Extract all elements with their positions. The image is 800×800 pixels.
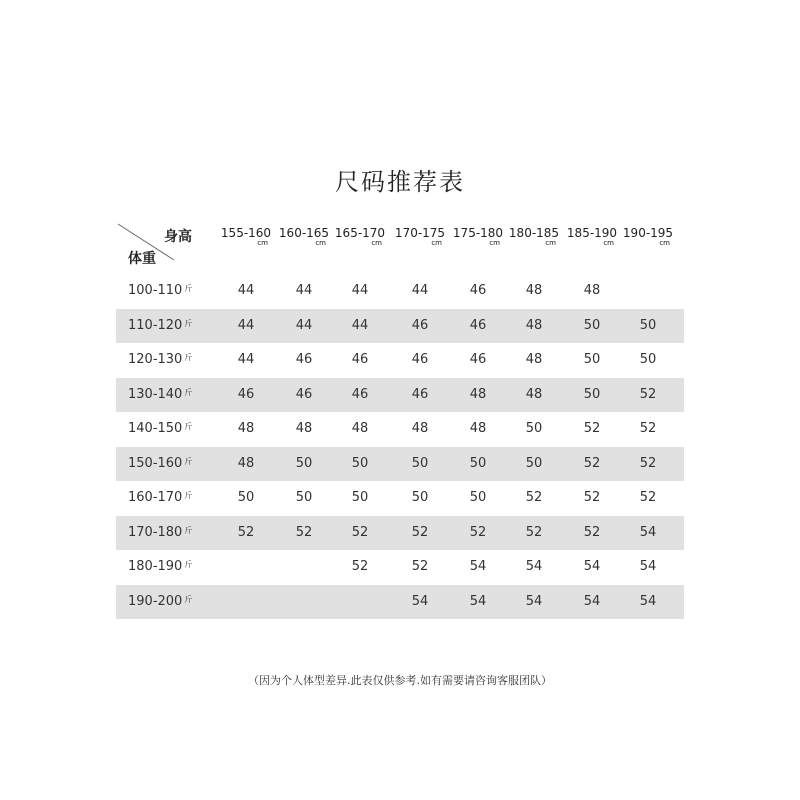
size-cell: 52 — [525, 524, 543, 540]
column-header-range: 170-175 — [394, 226, 446, 240]
table-row — [116, 343, 684, 377]
size-cell: 50 — [351, 490, 369, 505]
size-cell: 46 — [295, 386, 313, 402]
column-header — [504, 226, 564, 247]
row-weight-range: 130-140 — [128, 386, 183, 402]
column-header-unit: cm — [603, 239, 614, 247]
table-row — [116, 516, 684, 550]
size-cell: 50 — [411, 490, 429, 505]
table-row — [116, 447, 684, 481]
size-cell: 52 — [583, 490, 601, 505]
row-weight-label — [128, 387, 192, 402]
size-cell: 48 — [295, 421, 313, 436]
size-cell: 44 — [295, 283, 313, 298]
row-weight-label — [128, 318, 192, 333]
column-header — [390, 226, 450, 247]
size-cell: 48 — [583, 283, 601, 298]
column-header-unit: cm — [371, 239, 382, 247]
size-cell: 52 — [639, 421, 657, 436]
row-weight-label — [128, 594, 192, 609]
size-cell: 44 — [351, 317, 369, 333]
size-cell: 48 — [237, 455, 255, 471]
size-cell: 46 — [351, 352, 369, 367]
size-cell: 46 — [469, 317, 487, 333]
row-weight-unit: 斤 — [184, 353, 193, 362]
row-weight-label — [128, 490, 192, 505]
row-weight-label — [128, 421, 192, 436]
page-title: 尺码推荐表 — [335, 168, 465, 196]
row-weight-range: 190-200 — [128, 593, 183, 609]
column-header-range: 155-160 — [220, 226, 272, 240]
size-cell: 46 — [469, 283, 487, 298]
size-cell: 52 — [351, 524, 369, 540]
size-cell: 50 — [411, 455, 429, 471]
size-cell: 48 — [525, 317, 543, 333]
size-cell: 46 — [351, 386, 369, 402]
size-cell: 52 — [639, 455, 657, 471]
row-weight-unit: 斤 — [184, 560, 193, 569]
size-cell: 50 — [295, 455, 313, 471]
row-weight-range: 100-110 — [128, 283, 183, 298]
size-cell: 48 — [351, 421, 369, 436]
size-cell: 44 — [237, 352, 255, 367]
size-cell: 52 — [469, 524, 487, 540]
size-cell: 54 — [639, 559, 657, 574]
column-header — [448, 226, 508, 247]
size-cell: 46 — [469, 352, 487, 367]
column-header-unit: cm — [315, 239, 326, 247]
row-weight-unit: 斤 — [184, 594, 193, 604]
size-cell: 48 — [411, 421, 429, 436]
size-cell: 52 — [525, 490, 543, 505]
row-weight-label — [128, 559, 192, 574]
column-header-unit: cm — [659, 239, 670, 247]
table-corner-header — [116, 220, 196, 272]
size-cell: 52 — [411, 559, 429, 574]
table-row — [116, 585, 684, 619]
size-cell: 54 — [525, 593, 543, 609]
table-row — [116, 274, 684, 308]
row-weight-label — [128, 283, 192, 298]
table-row — [116, 412, 684, 446]
row-weight-range: 110-120 — [128, 317, 183, 333]
size-cell: 50 — [583, 317, 601, 333]
column-header — [216, 226, 276, 247]
row-weight-range: 170-180 — [128, 524, 183, 540]
column-header — [274, 226, 334, 247]
row-weight-label — [128, 525, 192, 540]
size-cell: 44 — [237, 317, 255, 333]
size-cell: 50 — [351, 455, 369, 471]
column-header-range: 175-180 — [452, 226, 504, 240]
size-cell: 50 — [237, 490, 255, 505]
size-cell: 54 — [639, 524, 657, 540]
column-header-range: 190-195 — [622, 226, 674, 240]
size-cell: 48 — [525, 352, 543, 367]
size-cell: 46 — [411, 352, 429, 367]
size-cell: 50 — [639, 317, 657, 333]
column-header-range: 180-185 — [508, 226, 560, 240]
size-cell: 54 — [639, 593, 657, 609]
column-header-unit: cm — [257, 239, 268, 247]
size-cell: 50 — [469, 490, 487, 505]
size-cell: 52 — [351, 559, 369, 574]
row-weight-unit: 斤 — [184, 456, 193, 466]
size-cell: 44 — [351, 283, 369, 298]
size-cell: 50 — [469, 455, 487, 471]
row-weight-unit: 斤 — [184, 491, 193, 500]
size-cell: 46 — [411, 386, 429, 402]
height-axis-label: 身高 — [164, 229, 192, 245]
row-weight-range: 160-170 — [128, 490, 183, 505]
size-cell: 46 — [411, 317, 429, 333]
row-weight-unit: 斤 — [184, 284, 193, 293]
row-weight-unit: 斤 — [184, 422, 193, 431]
table-row — [116, 378, 684, 412]
size-cell: 50 — [583, 352, 601, 367]
size-cell: 48 — [469, 421, 487, 436]
table-row — [116, 550, 684, 584]
size-cell: 46 — [237, 386, 255, 402]
column-header — [330, 226, 390, 247]
size-cell: 52 — [237, 524, 255, 540]
size-cell: 52 — [583, 455, 601, 471]
row-weight-unit: 斤 — [184, 525, 193, 535]
row-weight-range: 140-150 — [128, 421, 183, 436]
row-weight-range: 120-130 — [128, 352, 183, 367]
column-header-unit: cm — [545, 239, 556, 247]
size-cell: 54 — [583, 559, 601, 574]
size-cell: 52 — [295, 524, 313, 540]
column-header-unit: cm — [431, 239, 442, 247]
footnote: （因为个人体型差异.此表仅供参考.如有需要请咨询客服团队） — [248, 674, 552, 687]
size-cell: 50 — [295, 490, 313, 505]
size-cell: 50 — [639, 352, 657, 367]
row-weight-unit: 斤 — [184, 387, 193, 397]
size-cell: 52 — [583, 421, 601, 436]
row-weight-label — [128, 352, 192, 367]
row-weight-range: 180-190 — [128, 559, 183, 574]
column-header-range: 160-165 — [278, 226, 330, 240]
size-cell: 50 — [583, 386, 601, 402]
column-header-range: 185-190 — [566, 226, 618, 240]
row-weight-range: 150-160 — [128, 455, 183, 471]
size-cell: 44 — [237, 283, 255, 298]
column-header-range: 165-170 — [334, 226, 386, 240]
size-cell: 46 — [295, 352, 313, 367]
size-cell: 54 — [469, 593, 487, 609]
column-header — [562, 226, 622, 247]
weight-axis-label: 体重 — [128, 251, 156, 267]
size-cell: 52 — [639, 490, 657, 505]
table-row — [116, 309, 684, 343]
size-cell: 48 — [525, 283, 543, 298]
size-cell: 48 — [525, 386, 543, 402]
size-cell: 50 — [525, 421, 543, 436]
size-cell: 50 — [525, 455, 543, 471]
size-cell: 54 — [525, 559, 543, 574]
size-cell: 52 — [583, 524, 601, 540]
size-cell: 52 — [639, 386, 657, 402]
size-cell: 44 — [411, 283, 429, 298]
size-cell: 54 — [469, 559, 487, 574]
size-cell: 54 — [583, 593, 601, 609]
table-row — [116, 481, 684, 515]
size-cell: 54 — [411, 593, 429, 609]
row-weight-label — [128, 456, 192, 471]
column-header — [618, 226, 678, 247]
size-cell: 52 — [411, 524, 429, 540]
column-header-unit: cm — [489, 239, 500, 247]
size-cell: 48 — [469, 386, 487, 402]
size-cell: 48 — [237, 421, 255, 436]
row-weight-unit: 斤 — [184, 318, 193, 328]
size-cell: 44 — [295, 317, 313, 333]
